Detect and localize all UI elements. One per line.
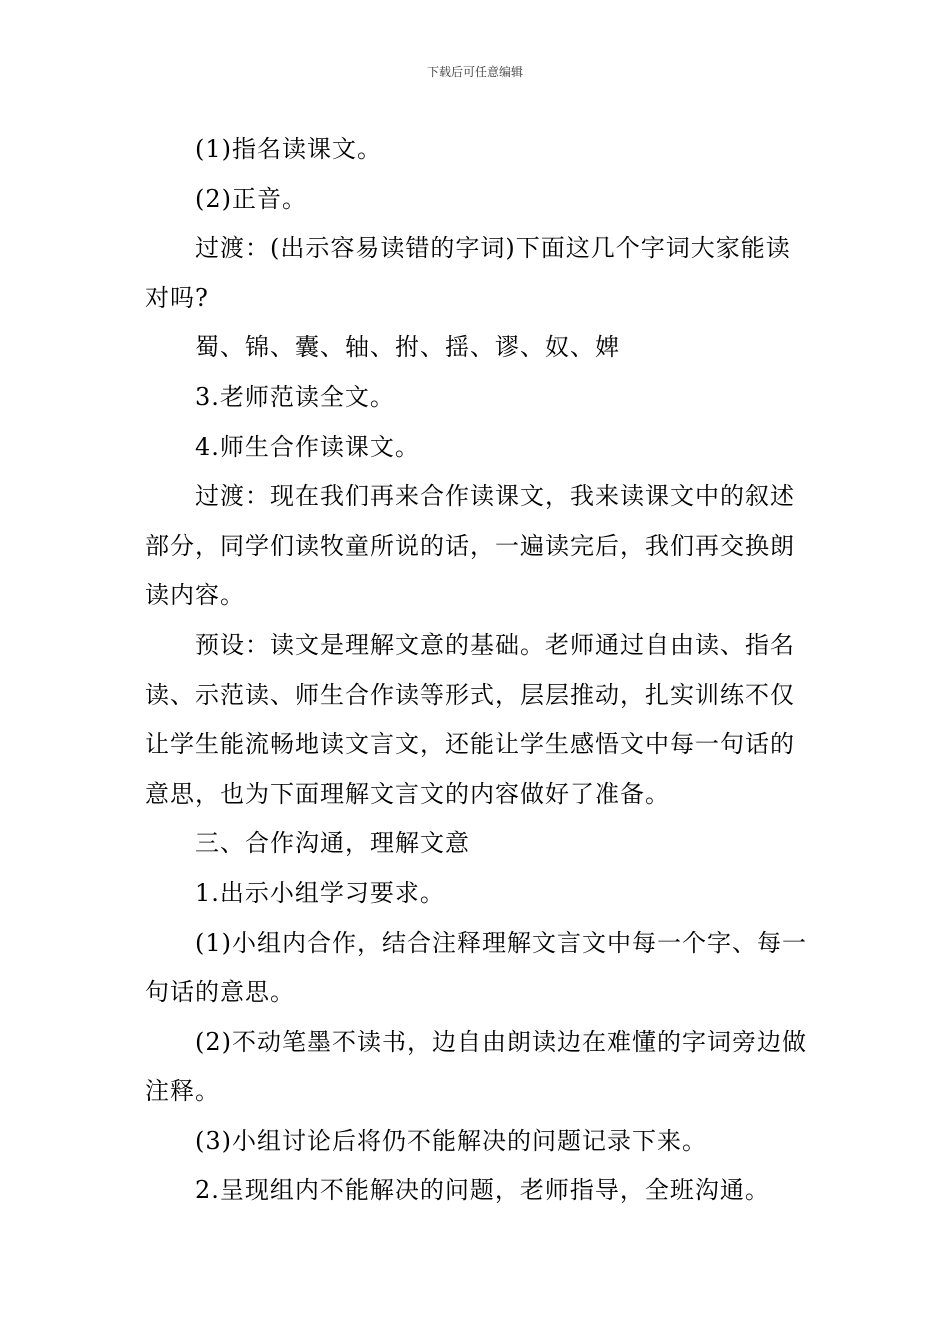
paragraph: (2)不动笔墨不读书，边自由朗读边在难懂的字词旁边做注释。 (145, 1027, 807, 1106)
paragraph: 4.师生合作读课文。 (195, 432, 420, 461)
page-header: 下载后可任意编辑 (426, 65, 523, 79)
paragraph: 2.呈现组内不能解决的问题，老师指导，全班沟通。 (195, 1176, 770, 1205)
paragraph: 过渡：现在我们再来合作读课文，我来读课文中的叙述部分，同学们读牧童所说的话，一遍读完后，我们再交换朗读内容。 (145, 482, 795, 610)
paragraph: 过渡：(出示容易读错的字词)下面这几个字词大家能读对吗? (145, 234, 791, 312)
paragraph: 预设：读文是理解文意的基础。老师通过自由读、指名读、示范读、师生合作读等形式，层层推动，扎实训练不仅让学生能流畅地读文言文，还能让学生感悟文中每一句话的意思，也为下面理解文言文的内容做好了准备。 (145, 630, 795, 808)
paragraph: 3.老师范读全文。 (195, 382, 395, 411)
paragraph: (1)小组内合作，结合注释理解文言文中每一个字、每一句话的意思。 (145, 928, 807, 1007)
document-body (145, 125, 810, 1216)
section-heading: 三、合作沟通，理解文意 (195, 829, 470, 858)
paragraph: (3)小组讨论后将仍不能解决的问题记录下来。 (195, 1126, 707, 1155)
paragraph: 1.出示小组学习要求。 (195, 878, 445, 907)
paragraph: (1)指名读课文。 (195, 135, 382, 163)
paragraph: (2)正音。 (195, 184, 307, 213)
paragraph: 蜀、锦、囊、轴、拊、揺、谬、奴、婢 (195, 333, 620, 362)
